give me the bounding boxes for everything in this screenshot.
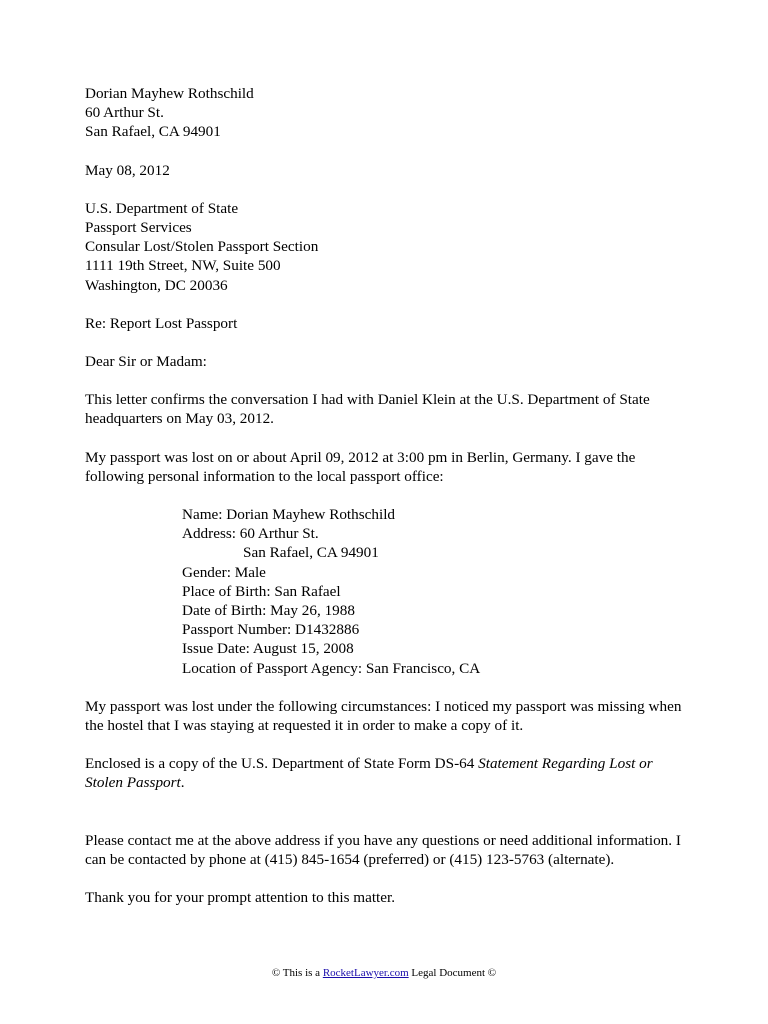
sender-city: San Rafael, CA 94901 (85, 123, 221, 141)
recipient-address (85, 199, 685, 295)
footer (0, 966, 768, 980)
paragraph-circumstances: My passport was lost under the following circumstances: I noticed my passport was missing when the hostel that I was staying at requested it in order to make a copy of it. (85, 697, 682, 735)
detail-passport-number: Passport Number: D1432886 (182, 621, 360, 639)
subject-line: Re: Report Lost Passport (85, 314, 238, 332)
letter-date: May 08, 2012 (85, 161, 170, 179)
paragraph-conversation: This letter confirms the conversation I had with Daniel Klein at the U.S. Department of State headquarters on May 03, 2012. (85, 391, 650, 428)
recipient-line: Passport Services (85, 219, 192, 237)
recipient-line: U.S. Department of State (85, 199, 239, 217)
recipient-line: 1111 19th Street, NW, Suite 500 (85, 257, 281, 275)
detail-issue-date: Issue Date: August 15, 2008 (182, 640, 354, 658)
sender-name: Dorian Mayhew Rothschild (85, 85, 254, 102)
detail-birth-place: Place of Birth: San Rafael (182, 582, 341, 600)
letter-body (85, 84, 685, 907)
detail-address-cont: San Rafael, CA 94901 (243, 544, 379, 562)
sender-address (85, 84, 685, 142)
detail-address: Address: 60 Arthur St. (182, 525, 319, 543)
footer-suffix: Legal Document © (408, 967, 497, 979)
detail-gender: Gender: Male (182, 563, 266, 581)
detail-birth-date: Date of Birth: May 26, 1988 (182, 602, 355, 620)
detail-name: Name: Dorian Mayhew Rothschild (182, 506, 396, 524)
personal-details (85, 505, 685, 678)
form-title: Statement Regarding Lost or Stolen Passport (85, 755, 653, 792)
rocketlawyer-link[interactable]: RocketLawyer.com (322, 967, 409, 979)
enclosure-period: . (180, 774, 185, 792)
paragraph-contact: Please contact me at the above address if you have any questions or need additional information. I can be contacted by phone at (415) 845-1654 (preferred) or (415) 123-5763 (alternate). (85, 831, 681, 868)
paragraph-loss-details: My passport was lost on or about April 09, 2012 at 3:00 pm in Berlin, Germany. I gave the following personal information to the local passport office: (85, 448, 636, 485)
closing-line: Thank you for your prompt attention to this matter. (85, 889, 396, 907)
footer-prefix: © This is a (271, 967, 323, 979)
salutation: Dear Sir or Madam: (85, 353, 207, 371)
sender-street: 60 Arthur St. (85, 104, 164, 122)
paragraph-enclosure (85, 754, 685, 792)
enclosure-text: Enclosed is a copy of the U.S. Department of State Form DS-64 (85, 755, 479, 773)
recipient-line: Washington, DC 20036 (85, 276, 228, 294)
recipient-line: Consular Lost/Stolen Passport Section (85, 238, 319, 256)
detail-agency-location: Location of Passport Agency: San Francisco, CA (182, 659, 481, 677)
